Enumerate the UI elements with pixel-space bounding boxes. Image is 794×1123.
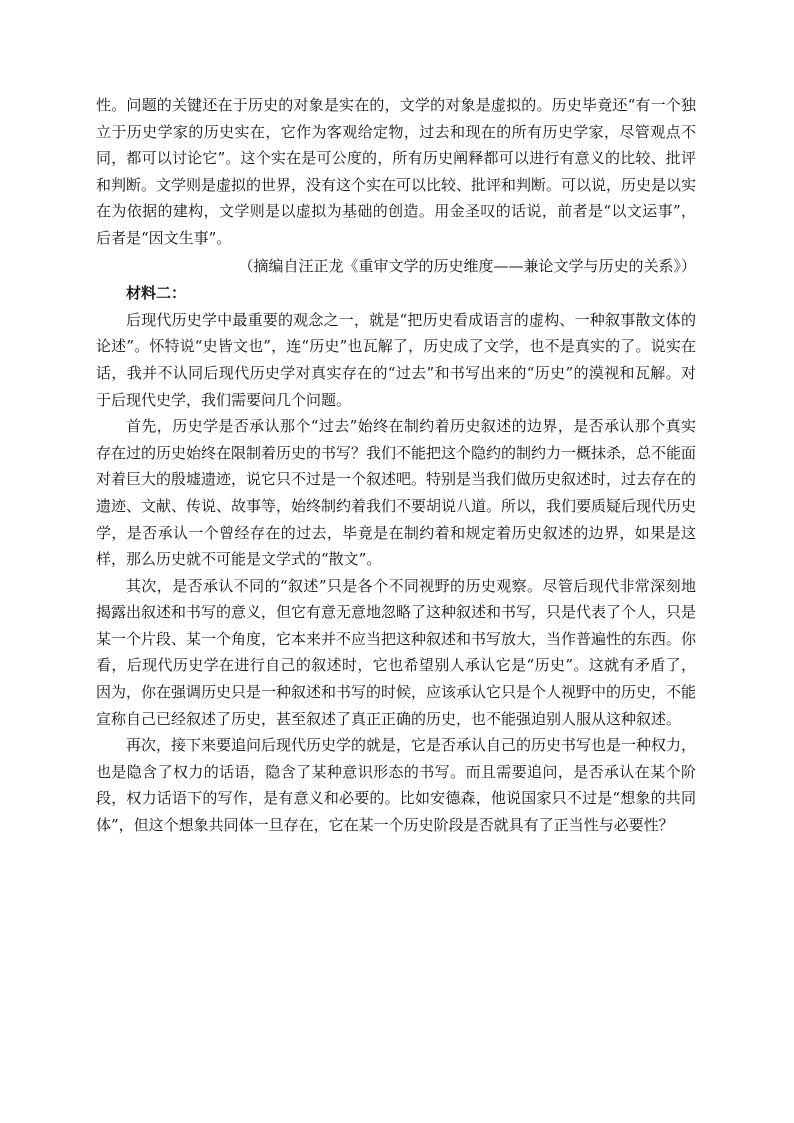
- source-citation: （摘编自汪正龙《重审文学的历史维度——兼论文学与历史的关系》）: [238, 256, 696, 275]
- body-paragraph: 再次，接下来要追问后现代历史学的就是，它是否承认自己的历史书写也是一种权力，也是隐含了权力的话语，隐含了某种意识形态的书写。而且需要追问，是否承认在某个阶段，权力话语下的写作，是有意义和必要的。比如安德森，他说国家只不过是“想象的共同体”，但这个想象共同体一旦存在，它在某一个历史阶段是否就具有了正当性与必要性？: [96, 736, 697, 835]
- body-paragraph: 其次，是否承认不同的“叙述”只是各个不同视野的历史观察。尽管后现代非常深刻地揭露出叙述和书写的意义，但它有意无意地忽略了这种叙述和书写，只是代表了个人，只是某一个片段、某一个角度，它本来并不应当把这种叙述和书写放大，当作普遍性的东西。你看，后现代历史学在进行自己的叙述时，它也希望别人承认它是“历史”。这就有矛盾了，因为，你在强调历史只是一种叙述和书写的时候，应该承认它只是个人视野中的历史，不能宣称自己已经叙述了历史，甚至叙述了真正正确的历史，也不能强迫别人服从这种叙述。: [96, 576, 697, 728]
- material-two-heading: 材料二：: [126, 284, 187, 303]
- body-paragraph: 后现代历史学中最重要的观念之一，就是“把历史看成语言的虚构、一种叙事散文体的论述”。怀特说“史皆文也”，连“历史”也瓦解了，历史成了文学，也不是真实的了。说实在话，我并不认同后现代历史学对真实存在的“过去”和书写出来的“历史”的漠视和瓦解。对于后现代史学，我们需要问几个问题。: [96, 310, 696, 409]
- document-body: [96, 92, 696, 839]
- body-paragraph: 首先，历史学是否承认那个“过去”始终在制约着历史叙述的边界，是否承认那个真实存在过的历史始终在限制着历史的书写？我们不能把这个隐约的制约力一概抹杀，总不能面对着巨大的殷墟遗迹，说它只不过是一个叙述吧。特别是当我们做历史叙述时，过去存在的遗迹、文献、传说、故事等，始终制约着我们不要胡说八道。所以，我们要质疑后现代历史学，是否承认一个曾经存在的过去，毕竟是在制约着和规定着历史叙述的边界，如果是这样，那么历史就不可能是文学式的“散文”。: [96, 417, 697, 569]
- material-one-tail-paragraph: 性。问题的关键还在于历史的对象是实在的，文学的对象是虚拟的。历史毕竟还“有一个独立于历史学家的历史实在，它作为客观给定物，过去和现在的所有历史学家，尽管观点不同，都可以讨论它”。这个实在是可公度的，所有历史阐释都可以进行有意义的比较、批评和判断。文学则是虚拟的世界，没有这个实在可以比较、批评和判断。可以说，历史是以实在为依据的建构，文学则是以虚拟为基础的创造。用金圣叹的话说，前者是“以文运事”，后者是“因文生事”。: [96, 96, 697, 247]
